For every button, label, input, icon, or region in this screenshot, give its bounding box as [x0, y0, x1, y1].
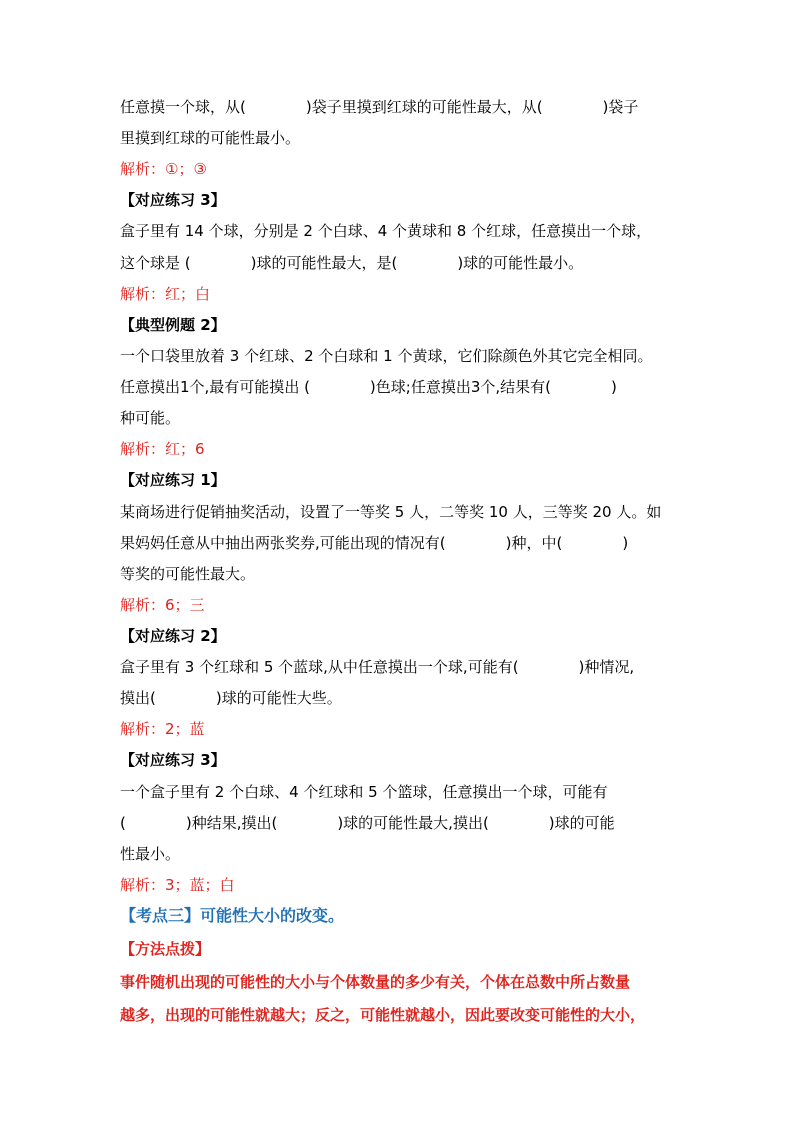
- method-text-line: 事件随机出现的可能性的大小与个体数量的多少有关，个体在总数中所占数量: [120, 973, 631, 991]
- text-line: 一个盒子里有 2 个白球、4 个红球和 5 个篮球，任意摸出一个球，可能有: [120, 783, 608, 801]
- text-line: 盒子里有 3 个红球和 5 个蓝球,从中任意摸出一个球,可能有( )种情况,: [120, 658, 635, 676]
- text-line: 种可能。: [120, 409, 181, 427]
- text-line: 某商场进行促销抽奖活动，设置了一等奖 5 人，二等奖 10 人，三等奖 20 人。如: [120, 503, 662, 521]
- text-line: 任意摸出1个,最有可能摸出 ( )色球;任意摸出3个,结果有( ): [120, 378, 617, 396]
- text-line: ( )种结果,摸出( )球的可能性最大,摸出( )球的可能: [120, 814, 615, 832]
- method-text-line: 越多，出现的可能性就越大；反之，可能性就越小，因此要改变可能性的大小，: [120, 1006, 646, 1024]
- section-heading: 【对应练习 2】: [120, 627, 226, 645]
- topic-heading: 【考点三】可能性大小的改变。: [120, 906, 345, 925]
- method-heading: 【方法点拨】: [120, 940, 211, 958]
- answer-line: 解析：2；蓝: [120, 720, 205, 738]
- text-line: 一个口袋里放着 3 个红球、2 个白球和 1 个黄球，它们除颜色外其它完全相同。: [120, 347, 653, 365]
- text-line: 摸出( )球的可能性大些。: [120, 689, 342, 707]
- section-heading: 【对应练习 1】: [120, 471, 226, 489]
- section-heading: 【对应练习 3】: [120, 191, 226, 209]
- text-line: 里摸到红球的可能性最小。: [120, 129, 301, 147]
- answer-line: 解析：①；③: [120, 160, 207, 178]
- section-heading: 【对应练习 3】: [120, 751, 226, 769]
- text-line: 盒子里有 14 个球，分别是 2 个白球、4 个黄球和 8 个红球，任意摸出一个球，: [120, 222, 652, 240]
- text-line: 任意摸一个球，从( )袋子里摸到红球的可能性最大，从( )袋子: [120, 98, 639, 116]
- text-line: 等奖的可能性最大。: [120, 565, 256, 583]
- text-line: 性最小。: [120, 845, 181, 863]
- section-heading: 【典型例题 2】: [120, 316, 226, 334]
- answer-line: 解析：6；三: [120, 596, 205, 614]
- answer-line: 解析：红；6: [120, 440, 205, 458]
- answer-line: 解析：3；蓝；白: [120, 876, 235, 894]
- answer-line: 解析：红；白: [120, 285, 211, 303]
- text-line: 果妈妈任意从中抽出两张奖券,可能出现的情况有( )种，中( ): [120, 534, 629, 552]
- text-line: 这个球是 ( )球的可能性最大，是( )球的可能性最小。: [120, 254, 584, 272]
